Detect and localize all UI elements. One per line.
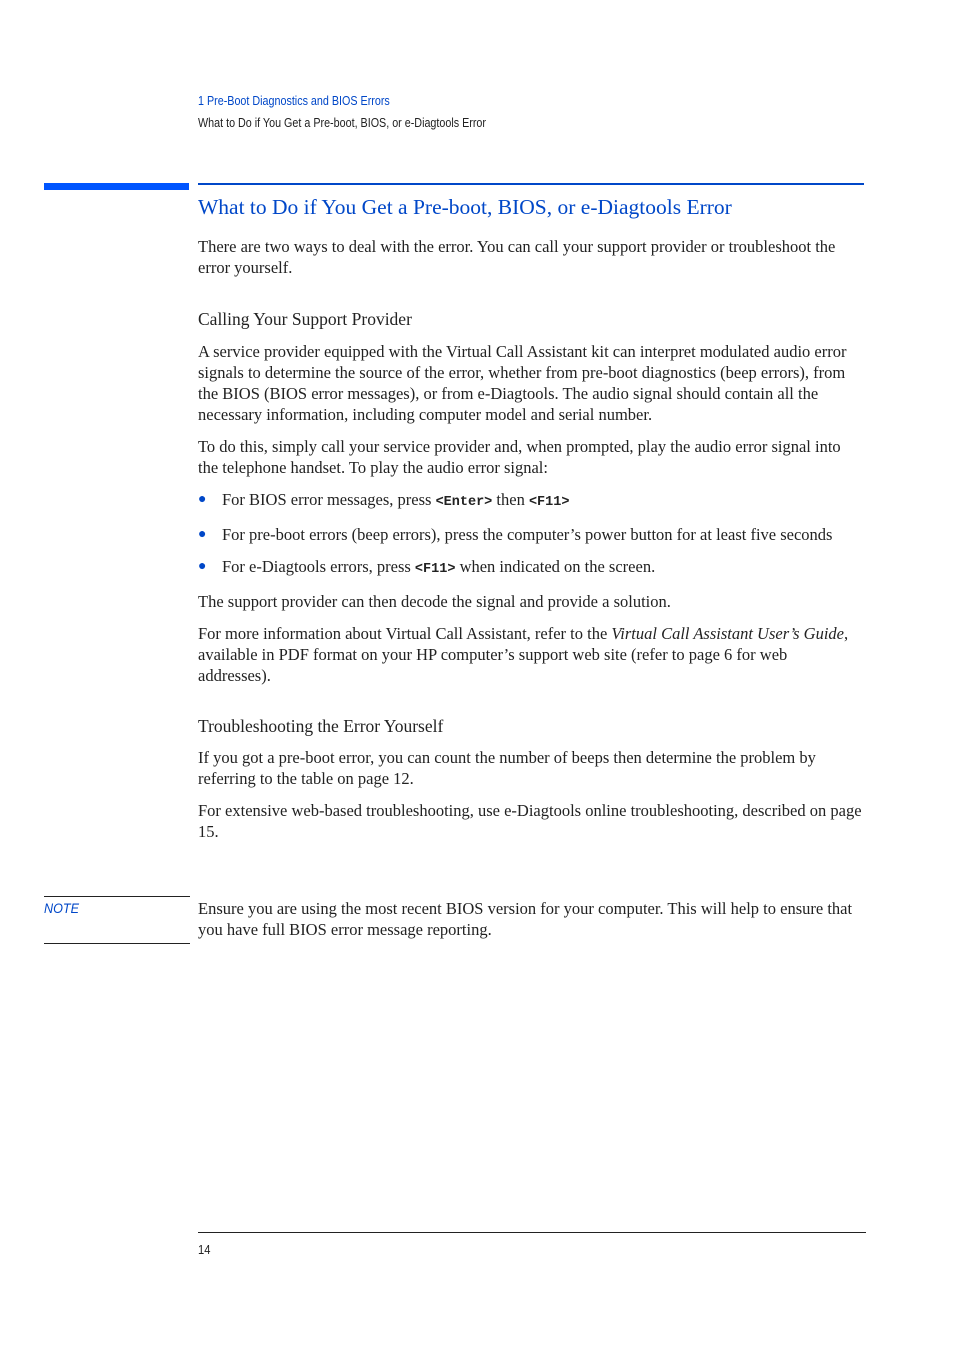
intro-paragraph: There are two ways to deal with the error. You can call your support provider or troubleshoot the error yourself.: [198, 237, 836, 277]
page-title: What to Do if You Get a Pre-boot, BIOS, or e-Diagtools Error: [198, 195, 732, 219]
page-number: 14: [198, 1242, 211, 1257]
running-header: [198, 90, 486, 134]
calling-paragraph-2: To do this, simply call your service provider and, when prompted, play the audio error signal into the telephone handset. To play the audio error signal:: [198, 437, 841, 477]
footer-rule: [198, 1232, 866, 1233]
key-f11: <F11>: [528, 495, 570, 510]
note-label: NOTE: [44, 900, 80, 916]
calling-paragraph-3: The support provider can then decode the signal and provide a solution.: [198, 592, 671, 611]
bullet-icon: ●: [198, 527, 207, 542]
troubleshooting-paragraph-1: If you got a pre-boot error, you can count the number of beeps then determine the problem by referring to the table on page 12.: [198, 748, 816, 788]
key-f11: <F11>: [414, 562, 456, 577]
note-top-rule: [44, 896, 190, 897]
list-item: ● For BIOS error messages, press <Enter> then <F11>: [198, 490, 570, 510]
troubleshooting-paragraph-2: For extensive web-based troubleshooting, use e-Diagtools online troubleshooting, described on page 15.: [198, 801, 862, 841]
running-header-chapter: 1 Pre-Boot Diagnostics and BIOS Errors: [198, 94, 390, 108]
running-header-section: What to Do if You Get a Pre-boot, BIOS, or e-Diagtools Error: [198, 116, 487, 130]
main-content: [198, 192, 864, 842]
calling-paragraph-1: A service provider equipped with the Virtual Call Assistant kit can interpret modulated audio error signals to determine the source of the error, whether from pre-boot diagnostics (beep errors), from the BIOS (BIOS error messages), or from e-Diagtools. The audio signal should contain all the necessary information, including computer model and serial number.: [198, 342, 847, 424]
list-item: ● For pre-boot errors (beep errors), press the computer’s power button for at least five seconds: [198, 525, 833, 544]
note-text: Ensure you are using the most recent BIOS version for your computer. This will help to ensure that you have full BIOS error message reporting.: [198, 899, 853, 939]
guide-title: Virtual Call Assistant User’s Guide: [611, 624, 844, 643]
bullet-icon: ●: [198, 492, 207, 507]
troubleshooting-heading: Troubleshooting the Error Yourself: [198, 716, 444, 736]
title-rule: [198, 183, 864, 185]
note-bottom-rule: [44, 943, 190, 944]
audio-signal-list: [198, 489, 864, 580]
bullet-icon: ●: [198, 559, 207, 574]
list-item: ● For e-Diagtools errors, press <F11> when indicated on the screen.: [198, 557, 656, 577]
key-enter: <Enter>: [435, 495, 493, 510]
section-accent-bar: [44, 183, 189, 190]
calling-paragraph-4: For more information about Virtual Call Assistant, refer to the Virtual Call Assistant User’s Guide, available in PDF format on your HP computer’s support web site (refer to page 6 for web addresses).: [198, 624, 849, 685]
calling-heading: Calling Your Support Provider: [198, 309, 412, 329]
